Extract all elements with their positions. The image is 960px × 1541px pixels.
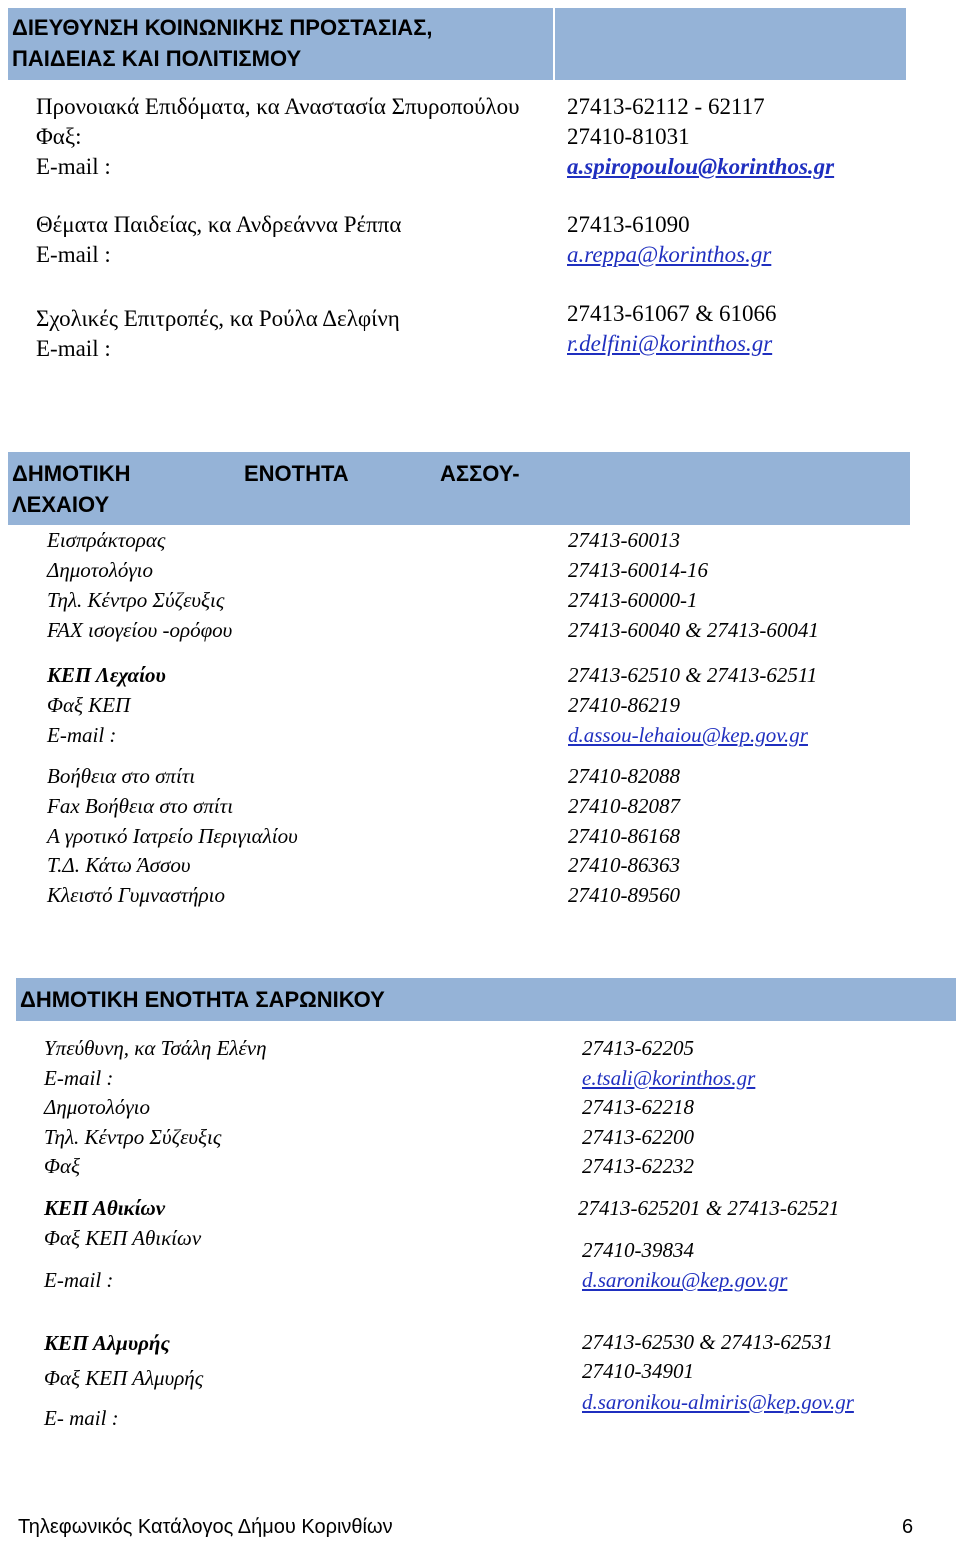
footer-title: Τηλεφωνικός Κατάλογος Δήμου Κορινθίων (18, 1516, 393, 1538)
entry-label: Φαξ ΚΕΠ Αθικίων (44, 1226, 202, 1250)
entry-label: Κλειστό Γυμναστήριο (47, 883, 226, 907)
entry-label: Θέματα Παιδείας, κα Ανδρεάννα Ρέππα (36, 212, 402, 237)
email-label: E-mail : (36, 154, 111, 179)
email-label: E- mail : (44, 1406, 119, 1430)
entry-label: Τηλ. Κέντρο Σύζευξις (47, 588, 225, 612)
section-title: ΔΙΕΥΘΥΝΣΗ ΚΟΙΝΩΝΙΚΗΣ ΠΡΟΣΤΑΣΙΑΣ, (12, 15, 433, 40)
phone-number: 27413-62112 - 62117 (567, 94, 765, 119)
section-title-word: ΕΝΟΤΗΤΑ (244, 461, 349, 486)
entry-label: Βοήθεια στο σπίτι (47, 764, 196, 788)
phone-number: 27413-60014-16 (568, 558, 708, 582)
entry-label: Εισπράκτορας (47, 528, 166, 552)
fax-number: 27413-60040 & 27413-60041 (568, 618, 819, 642)
email-label: E-mail : (47, 723, 117, 747)
phone-number: 27410-82088 (568, 764, 680, 788)
email-label: E-mail : (36, 242, 111, 267)
entry-label: Φαξ ΚΕΠ Αλμυρής (44, 1366, 204, 1390)
entry-label: ΚΕΠ Αλμυρής (44, 1331, 170, 1355)
entry-label: Φαξ (44, 1154, 81, 1178)
email-link[interactable]: a.reppa@korinthos.gr (567, 242, 772, 267)
phone-number: 27410-86168 (568, 824, 680, 848)
email-link[interactable]: a.spiropoulou@korinthos.gr (567, 154, 835, 179)
entry-label: ΚΕΠ Λεχαίου (47, 663, 166, 687)
entry-label: Τηλ. Κέντρο Σύζευξις (44, 1125, 222, 1149)
entry-label: Fax Βοήθεια στο σπίτι (47, 794, 234, 818)
entry-label: Προνοιακά Επιδόματα, κα Αναστασία Σπυροπούλου (36, 94, 520, 119)
email-label: E-mail : (44, 1268, 114, 1292)
entry-label: Φαξ ΚΕΠ (47, 693, 131, 717)
entry-label: FAX ισογείου -ορόφου (47, 618, 233, 642)
email-link[interactable]: r.delfini@korinthos.gr (567, 331, 773, 356)
phone-number: 27413-62205 (582, 1036, 694, 1060)
entry-label: ΚΕΠ Αθικίων (44, 1196, 166, 1220)
entry-label: Υπεύθυνη, κα Τσάλη Ελένη (44, 1036, 267, 1060)
fax-number: 27413-62232 (582, 1154, 694, 1178)
section-header (16, 978, 956, 1021)
email-link[interactable]: d.assou-lehaiou@kep.gov.gr (568, 723, 808, 747)
email-label: E-mail : (44, 1066, 114, 1090)
phone-number: 27413-62200 (582, 1125, 694, 1149)
email-label: E-mail : (36, 336, 111, 361)
phone-number: 27413-60000-1 (568, 588, 698, 612)
fax-number: 27410-39834 (582, 1238, 694, 1262)
fax-number: 27410-82087 (568, 794, 680, 818)
phone-number: 27410-89560 (568, 883, 680, 907)
section-title: ΔΗΜΟΤΙΚΗ ΕΝΟΤΗΤΑ ΣΑΡΩΝΙΚΟΥ (20, 987, 385, 1012)
phone-number: 27413-60013 (568, 528, 680, 552)
fax-number: 27410-81031 (567, 124, 690, 149)
entry-label: Σχολικές Επιτροπές, κα Ρούλα Δελφίνη (36, 306, 400, 331)
fax-number: 27410-34901 (582, 1359, 694, 1383)
entry-label: Α γροτικό Ιατρείο Περιγιαλίου (47, 824, 298, 848)
phone-number: 27413-61067 & 61066 (567, 301, 777, 326)
section-header-band (555, 8, 906, 80)
entry-label: Δημοτολόγιο (44, 1095, 151, 1119)
phone-number: 27413-62530 & 27413-62531 (582, 1330, 833, 1354)
entry-label: Δημοτολόγιο (47, 558, 154, 582)
phone-number: 27413-61090 (567, 212, 690, 237)
section-title: ΠΑΙΔΕΙΑΣ ΚΑΙ ΠΟΛΙΤΙΣΜΟΥ (12, 46, 302, 71)
section-header (8, 452, 910, 525)
entry-label: Τ.Δ. Κάτω Άσσου (47, 853, 191, 877)
section-title-word: ΑΣΣΟΥ- (440, 461, 520, 486)
phone-number: 27410-86363 (568, 853, 680, 877)
phone-number: 27413-62218 (582, 1095, 694, 1119)
fax-number: 27410-86219 (568, 693, 680, 717)
section-title-word: ΔΗΜΟΤΙΚΗ (12, 461, 131, 486)
page-number: 6 (902, 1516, 914, 1538)
email-link[interactable]: d.saronikou-almiris@kep.gov.gr (582, 1390, 854, 1414)
entry-label: Φαξ: (36, 124, 82, 149)
phone-number: 27413-62510 & 27413-62511 (568, 663, 818, 687)
phone-number: 27413-625201 & 27413-62521 (578, 1196, 840, 1220)
email-link[interactable]: e.tsali@korinthos.gr (582, 1066, 756, 1090)
section-title: ΛΕΧΑΙΟΥ (12, 492, 110, 517)
email-link[interactable]: d.saronikou@kep.gov.gr (582, 1268, 788, 1292)
section-header (8, 8, 553, 80)
